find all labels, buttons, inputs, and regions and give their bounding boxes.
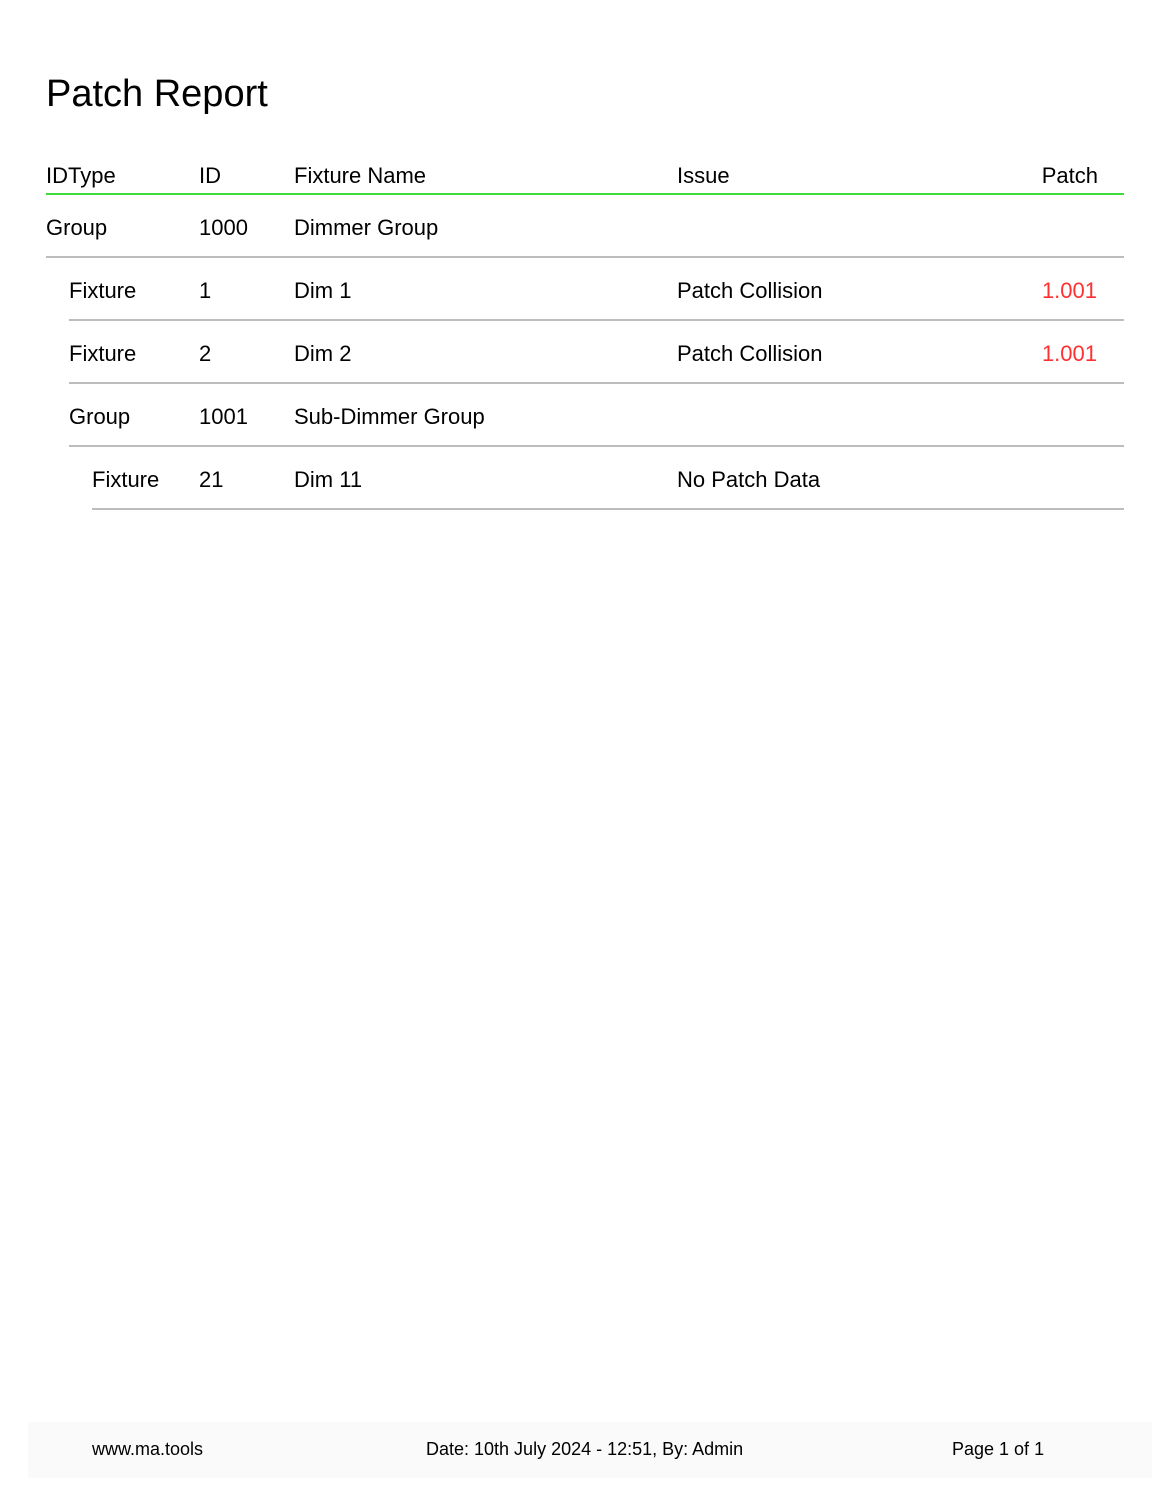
header-issue: Issue <box>677 163 730 188</box>
footer-website: www.ma.tools <box>92 1439 204 1459</box>
row-issue: Patch Collision <box>677 278 823 303</box>
row-id: 1000 <box>199 215 248 240</box>
header-patch: Patch <box>1041 163 1098 188</box>
table-row <box>46 321 1124 384</box>
table-row <box>46 447 1124 510</box>
row-patch: 1.001 <box>1041 341 1097 366</box>
header-idtype: IDType <box>46 163 116 188</box>
row-issue: Patch Collision <box>677 341 823 366</box>
table-header-row <box>46 158 1124 195</box>
row-patch: 1.001 <box>1041 278 1097 303</box>
row-idtype: Fixture <box>92 467 160 492</box>
footer-date-by: Date: 10th July 2024 - 12:51, By: Admin <box>426 1439 744 1459</box>
row-divider <box>92 508 1124 510</box>
footer-page-number: Page 1 of 1 <box>952 1439 1045 1459</box>
row-idtype: Group <box>46 215 108 240</box>
row-idtype: Group <box>69 404 131 429</box>
header-id: ID <box>199 163 221 188</box>
header-fixture-name: Fixture Name <box>294 163 427 188</box>
row-id: 2 <box>199 341 212 366</box>
row-id: 21 <box>199 467 224 492</box>
page-footer <box>28 1422 1152 1478</box>
row-issue: No Patch Data <box>677 467 821 492</box>
row-id: 1 <box>199 278 212 303</box>
page-title: Patch Report <box>46 73 268 115</box>
row-fixture-name: Dim 11 <box>294 467 363 492</box>
row-id: 1001 <box>199 404 248 429</box>
row-idtype: Fixture <box>69 341 137 366</box>
row-fixture-name: Dim 2 <box>294 341 352 366</box>
row-fixture-name: Dim 1 <box>294 278 352 303</box>
table-row <box>46 258 1124 321</box>
table-row <box>46 384 1124 447</box>
row-fixture-name: Sub-Dimmer Group <box>294 404 485 429</box>
patch-table <box>46 158 1124 510</box>
table-row <box>46 195 1124 258</box>
row-fixture-name: Dimmer Group <box>294 215 439 240</box>
row-idtype: Fixture <box>69 278 137 303</box>
